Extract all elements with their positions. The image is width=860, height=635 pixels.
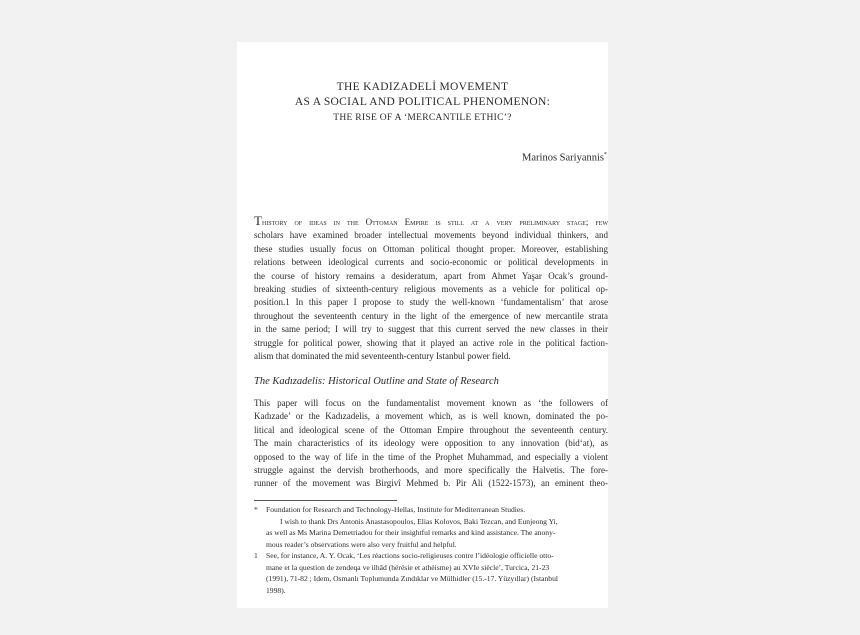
footnote-line: I wish to thank Drs Antonis Anastasopoulos, Elias Kolovos, Baki Tezcan, and Eunjeong Yi, <box>280 516 558 526</box>
title-line-3: THE RISE OF A ‘MERCANTILE ETHIC’? <box>333 113 512 123</box>
paragraph-line: in the same period; I will try to suggest that this current served the new classes in their <box>254 324 608 335</box>
paragraph-line: Kadızade’ or the Kadızadelis, a movement which, as is well known, dominated the po- <box>254 411 608 422</box>
paragraph-line: relations between ideological currents and socio-economic or political developments in <box>254 257 608 268</box>
author-text: Marinos Sariyannis <box>522 152 604 164</box>
section-heading: The Kadızadelis: Historical Outline and State of Research <box>254 376 499 387</box>
footnotes <box>254 504 608 596</box>
footnote-line: (1991), 71-82 ; Idem, Osmanlı Toplumunda Zındıklar ve Mülhidler (15.-17. Yüzyıllar) (Istanbul <box>266 574 558 583</box>
paragraph-line: scholars have examined broader intellectual movements beyond individual thinkers, and <box>254 230 608 241</box>
paragraph-line: throughout the seventeenth century in the light of the emergence of new mercantile strata <box>254 310 608 321</box>
footnote-marker: * <box>254 505 258 514</box>
paragraph-line: This paper will focus on the fundamentalist movement known as ‘the followers of <box>254 398 608 408</box>
footnote-line: as well as Ms Marina Demetriadou for their insightful remarks and kind assistance. The anony- <box>266 528 556 537</box>
paragraph-line: litical and ideological scene of the Ottoman Empire throughout the seventeenth century. <box>254 424 608 435</box>
paragraph-line: these studies usually focus on Ottoman political thought proper. Moreover, establishing <box>254 243 608 254</box>
footnote-line: See, for instance, A. Y. Ocak, ‘Les réactions socio-religieuses contre l’idéologie officielle otto- <box>266 551 554 560</box>
paper-title <box>237 80 608 126</box>
footnote-line: Foundation for Research and Technology-Hellas, Institute for Mediterranean Studies. <box>266 505 526 514</box>
document-page <box>237 42 608 608</box>
footnote-affiliation <box>254 504 608 550</box>
drop-cap: T <box>254 214 262 228</box>
paragraph-line: struggle against the dervish brotherhoods, and more specifically the Halvetis. The fore- <box>254 465 608 476</box>
paragraph-line: struggle for political power, showing that it played an active role in the political faction- <box>254 337 608 348</box>
footnote-1 <box>254 550 608 596</box>
intro-paragraph <box>254 214 608 363</box>
paragraph-line: opposed to the way of life in the time of the Prophet Muhammad, and especially a violent <box>254 451 608 462</box>
title-line-2: AS A SOCIAL AND POLITICAL PHENOMENON: <box>294 96 551 108</box>
paragraph-line-text: history of ideas in the Ottoman Empire is still at a very preliminary stage; few <box>261 217 608 227</box>
author-footnote-marker: * <box>604 152 607 158</box>
footnote-line: mane et la question de zendeqa ve ilhâd (hérésie et athéisme) au XVIe siècle’, Turcica, 21-23 <box>266 562 550 572</box>
paragraph-line: alism that dominated the mid seventeenth-century Istanbul power field. <box>254 351 511 362</box>
footnote-divider <box>254 500 397 501</box>
author-name <box>522 152 607 164</box>
paragraph-line: The main characteristics of its ideology were opposition to any innovation (bid‘at), as <box>254 438 608 449</box>
title-line-1: THE KADIZADELİ MOVEMENT <box>336 81 509 93</box>
paragraph-line <box>254 214 608 229</box>
section-paragraph <box>254 397 608 491</box>
paragraph-line: runner of the movement was Birgivî Mehmed b. Pir Ali (1522-1573), an eminent theo- <box>254 478 608 489</box>
footnote-marker: 1 <box>254 551 258 560</box>
paragraph-line: position.1 In this paper I propose to study the well-known ‘fundamentalism’ that arose <box>254 297 608 308</box>
paragraph-line: the course of history remains a desideratum, apart from Ahmet Yaşar Ocak’s ground- <box>254 270 608 281</box>
paragraph-line: breaking studies of sixteenth-century religious movements as a vehicle for political op- <box>254 284 608 295</box>
footnote-line: 1998). <box>266 585 286 595</box>
footnote-line: mous reader’s observations were also very fruitful and helpful. <box>266 539 457 549</box>
